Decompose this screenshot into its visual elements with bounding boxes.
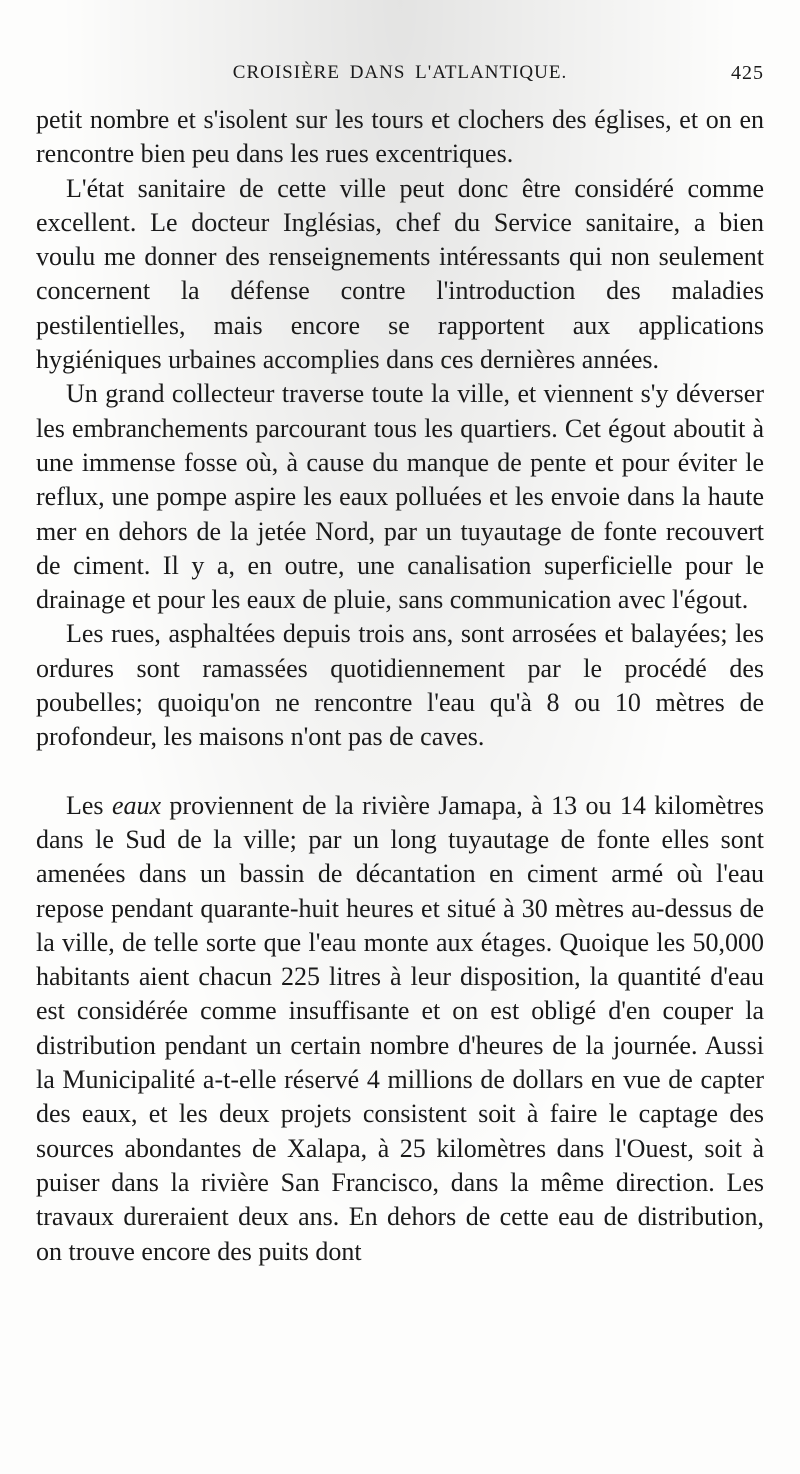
paragraph-text: L'état sanitaire de cette ville peut donc être considéré comme excellent. Le docteur Inglésias, chef du Service sanitaire, a bien voulu me donner des renseignements intéressants qui non seulement concernent la défense contre l'introduction des maladies pestilentielles, mais encore se rapportent aux applications hygiéniques urbaines accomplies dans ces dernières années. [36, 173, 764, 375]
page-header [36, 62, 764, 92]
italic-word: eaux [111, 790, 162, 820]
paragraph [36, 172, 764, 378]
body-text [36, 103, 764, 1269]
paragraph [36, 617, 764, 754]
running-title: CROISIÈRE DANS L'ATLANTIQUE. [232, 62, 568, 83]
paragraph-text: proviennent de la rivière Jamapa, à 13 ou 14 kilomètres dans le Sud de la ville; par un long tuyautage de fonte elles sont amenées dans un bassin de décantation en ciment armé où l'eau repose pendant quarante-huit heures et situé à 30 mètres au-dessus de la ville, de telle sorte que l'eau monte aux étages. Quoique les 50,000 habitants aient chacun 225 litres à leur disposition, la quantité d'eau est considérée comme insuffisante et on est obligé d'en couper la distribution pendant un certain nombre d'heures de la journée. Aussi la Municipalité a-t-elle réservé 4 millions de dollars en vue de capter des eaux, et les deux projets consistent soit à faire le captage des sources abondantes de Xalapa, à 25 kilomètres dans l'Ouest, soit à puiser dans la rivière San Francisco, dans la même direction. Les travaux dureraient deux ans. En dehors de cette eau de distribution, on trouve encore des puits dont [36, 790, 764, 1266]
paragraph-lead-in: Les eaux [66, 790, 162, 820]
paragraph [36, 377, 764, 617]
paragraph-text: Les rues, asphaltées depuis trois ans, sont arrosées et balayées; les ordures sont ramassées quotidiennement par le procédé des poubelles; quoiqu'on ne rencontre l'eau qu'à 8 ou 10 mètres de profondeur, les maisons n'ont pas de caves. [36, 619, 764, 752]
paragraph [36, 789, 764, 1269]
paragraph-text: Un grand collecteur traverse toute la ville, et viennent s'y déverser les embranchements parcourant tous les quartiers. Cet égout aboutit à une immense fosse où, à cause du manque de pente et pour éviter le reflux, une pompe aspire les eaux polluées et les envoie dans la haute mer en dehors de la jetée Nord, par un tuyautage de fonte recouvert de ciment. Il y a, en outre, une canalisation superficielle pour le drainage et pour les eaux de pluie, sans communication avec l'égout. [36, 379, 764, 615]
paragraph [36, 103, 764, 172]
paragraph-text: petit nombre et s'isolent sur les tours et clochers des églises, et on en rencontre bien peu dans les rues excentriques. [36, 105, 764, 169]
page-number: 425 [731, 62, 764, 84]
